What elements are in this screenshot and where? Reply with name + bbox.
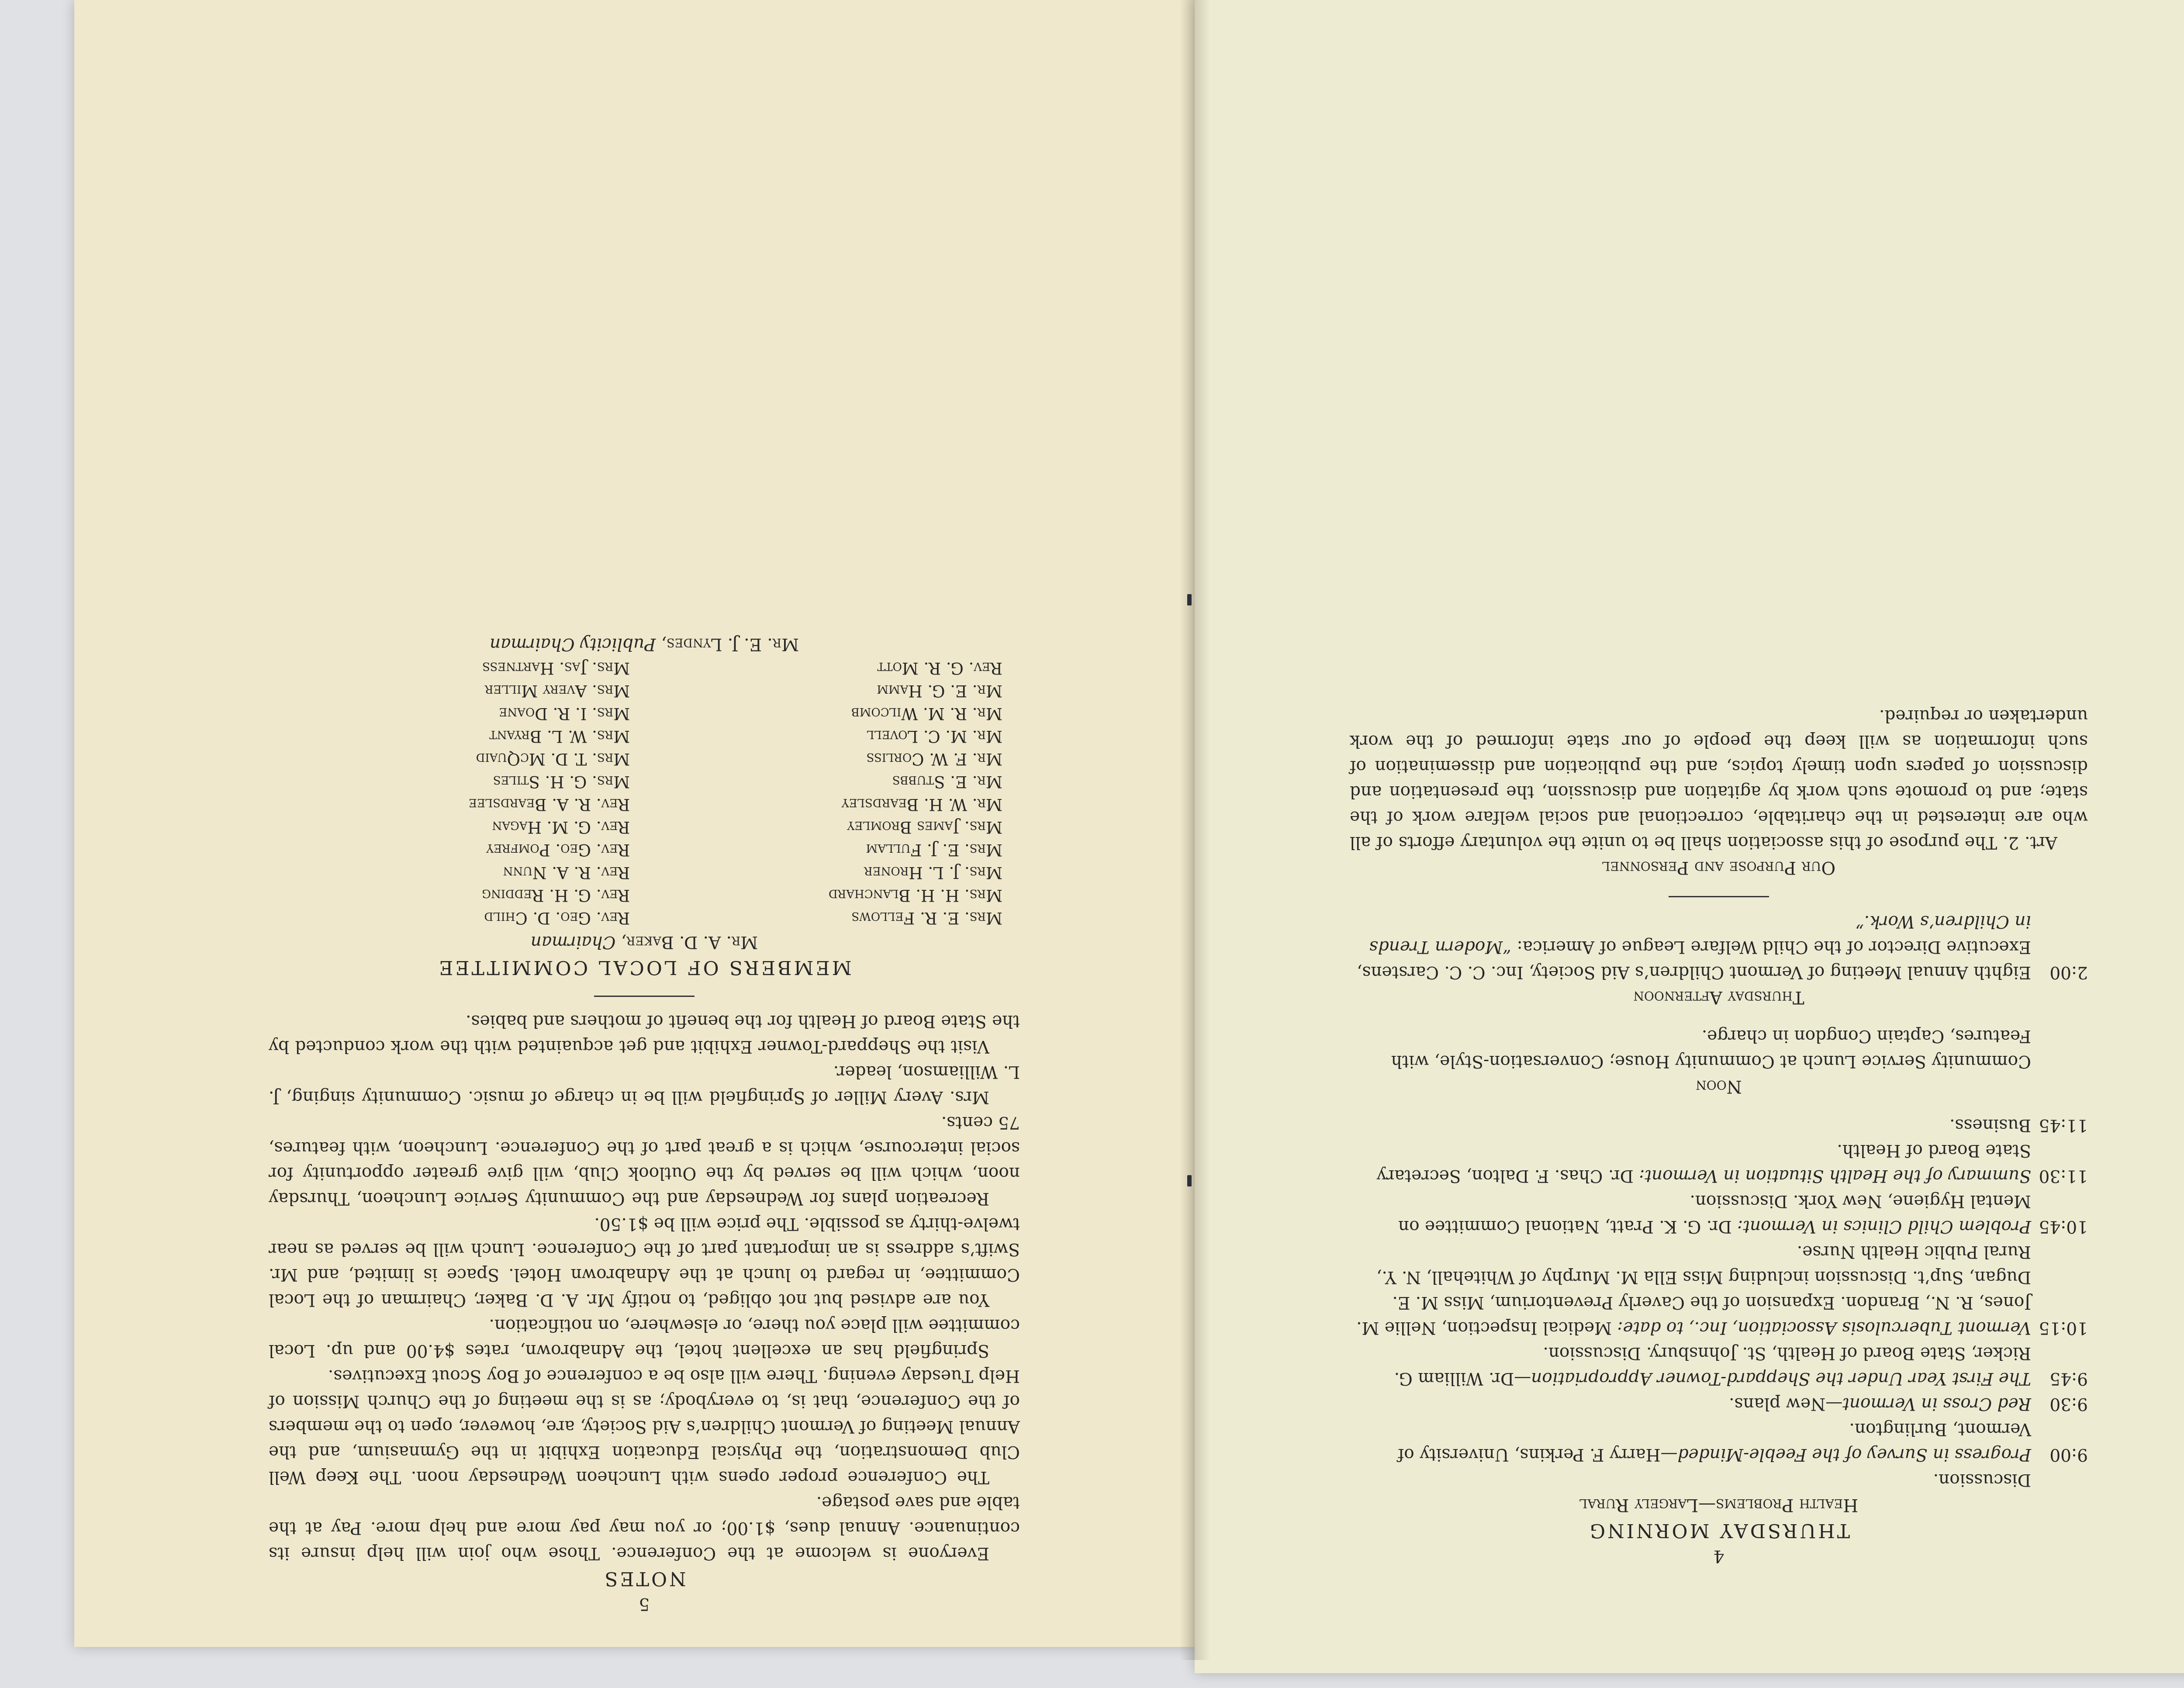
member-name: Mrs. I. R. Doane [499,704,630,723]
member-name: Mrs. E. J. Fullam [866,841,1002,859]
left-page-text [269,79,1020,1616]
program-entry [1350,1138,2088,1188]
committee-title: MEMBERS OF LOCAL COMMITTEE [437,956,852,979]
notes-paragraph: Mrs. Avery Miller of Springfield will be in charge of music. Community singing, J. L. Williamson, leader. [269,1062,1020,1107]
afternoon-title: Thursday Afternoon [1633,987,1804,1007]
member-name: Rev. Geo. Pomfrey [486,841,630,859]
publicity-name: Mr. E. J. Lyndes, [661,634,799,654]
member-name: Rev. R. A. Beardslee [469,795,630,814]
program-entry [1350,1112,2088,1138]
entry-title: Red Cross in Vermont [1842,1394,2031,1414]
entry-text: Dr. G. K. Pratt, National Committee on Mental Hygiene, New York. Discussion. [1398,1191,2031,1236]
entry-title: Problem Child Clinics in Vermont: [1737,1217,2031,1236]
binding-gutter [1179,0,1210,1660]
chairman-role: Chairman [530,932,616,952]
entry-time: 11:45 [2039,1115,2088,1135]
member-name: Mrs. James Bromley [847,818,1002,837]
member-name: Mr. F. W. Corliss [866,750,1002,768]
notes-paragraph: Recreation plans for Wednesday and the Community Service Luncheon, Thursday noon, which will be served by the Outlook Club, will give greater opportunity for social intercourse, which is a great part of the Conference. Luncheon, with features, 75 cents. [269,1113,1020,1208]
member-name: Mrs. Jas. Hartness [482,659,630,678]
program-entry [1350,1239,2088,1340]
member-name: Rev. Geo. D. Child [484,909,630,927]
entry-title: “Modern Trends in Children’s Work.” [1369,912,2031,957]
members-column [659,657,1002,929]
member-name: Rev. R. A. Nunn [503,863,630,882]
notes-paragraph: Springfield has an excellent hotel, the Adnabrown, rates $4.00 and up. Local committee will place you there, or elsewhere, on notification. [269,1315,1020,1360]
member-name: Rev. G. R. Mott [877,659,1002,678]
member-name: Mr. R. M. Wilcomb [851,704,1002,723]
member-name: Rev. G. H. Redding [482,886,630,905]
staple-mark [1187,594,1192,605]
program-entry [1350,1391,2088,1416]
chairman-name: Mr. A. D. Baker, [621,932,758,952]
divider-rule [1669,896,1769,897]
entry-text: Business. [1949,1115,2031,1135]
member-name: Rev. G. M. Hagan [492,818,630,837]
noon-text: Community Service Lunch at Community House; Conversation-Style, with Features, Captain Congdon in charge. [1391,1026,2031,1071]
entry-time: 10:45 [2039,1217,2088,1236]
committee-chairman [269,929,1020,955]
publicity-role: Publicity Chairman [489,634,656,654]
program-entry [1350,1188,2088,1239]
publicity-chairman [269,631,1020,657]
member-name: Mrs. T. D. McQuaid [476,750,630,768]
entry-text: Eighth Annual Meeting of Vermont Children’s Aid Society, Inc. C. C. Carstens, Executive Director of the Child Welfare League of America: [1357,937,2031,982]
entry-text: Medical Inspection, Nellie M. Jones, R. N., Brandon. Expansion of the Caverly Preventorium, Miss M. E. Dugan, Sup’t. Discussion including Miss Ella M. Murphy of Whitehall, N. Y., Rural Public Health Nurse. [1356,1242,2031,1338]
member-name: Mr. E. G. Hamm [877,681,1002,700]
entry-text: —Harry F. Perkins, University of Vermont, Burlington. [1397,1419,2031,1464]
entry-time: 11:30 [2039,1166,2088,1186]
member-name: Mr. M. C. Lovell [867,727,1002,746]
members-list [269,657,1020,929]
right-page-text [1350,188,2088,1568]
entry-title: Summary of the Health Situation in Vermont: [1639,1166,2031,1186]
morning-subtitle: Health Problems—Largely Rural [1579,1495,1859,1515]
entry-title: Progress in Survey of the Feeble-Minded [1677,1445,2031,1464]
member-name: Mrs. Avery Miller [484,681,630,700]
entry-time: 9:30 [2049,1394,2088,1414]
entry-text: Dr. Chas. F. Dalton, Secretary State Board of Health. [1376,1141,2031,1186]
member-name: Mrs. H. H. Blanchard [828,886,1002,905]
entry-time: 2:00 [2049,962,2088,982]
entry-time: 9:00 [2049,1445,2088,1464]
members-column [286,657,630,929]
entry-time: 10:15 [2039,1318,2088,1338]
member-name: Mrs. W. L. Bryant [489,727,630,746]
entry-title: Vermont Tuberculosis Association, Inc., to date: [1617,1318,2031,1338]
member-name: Mr. W. H. Beardsley [841,795,1002,814]
entry-text: —New plans. [1729,1394,1843,1414]
noon-title: Noon [1696,1076,1742,1097]
member-name: Mrs. J. L. Hroner [864,863,1002,882]
program-entry [1350,1416,2088,1467]
staple-mark [1187,1175,1192,1186]
entry-title: The First Year Under the Sheppard-Towner Appropriation [1531,1369,2031,1388]
notes-paragraph: The Conference proper opens with Luncheon Wednesday noon. The Keep Well Club Demonstration, the Physical Education Exhibit in the Gymnasium, and the Annual Meeting of Vermont Children’s Aid Society, are, however, open to the members of the Conference, that is, to everybody; as is the meeting of the Church Mission of Help Tuesday evening. There will also be a conference of Boy Scout Executives. [269,1366,1020,1487]
program-entry [1350,1340,2088,1391]
purpose-title: Our Purpose and Personnel [1602,858,1836,878]
divider-rule [594,996,695,997]
purpose-text: Art. 2. The purpose of this association shall be to unite the voluntary efforts of all who are interested in the charitable, correctional and social welfare work of the state; and to promote such work by agitation and discussion, the presentation and discussion of papers upon timely topics, and the publication and dissemination of such information as will keep the people of our state informed of the work undertaken or required. [1350,706,2088,852]
notes-paragraph: You are advised but not obliged, to notify Mr. A. D. Baker, Chairman of the Local Committee, in regard to lunch at the Adnabrown Hotel. Space is limited, and Mr. Swift’s address is an important part of the Conference. Lunch will be served as near twelve-thirty as possible. The price will be $1.50. [269,1214,1020,1310]
entry-text: —Dr. William G. Ricker, State Board of Health, St. Johnsbury. Discussion. [1394,1343,2031,1388]
page-number: 4 [1713,1546,1724,1566]
page-number: 5 [639,1594,650,1614]
notes-title: NOTES [602,1567,686,1590]
program-entry [1350,909,2088,985]
member-name: Mrs. E. R. Fellows [851,909,1002,927]
notes-paragraph: Visit the Sheppard-Towner Exhibit and get acquainted with the work conducted by the State Board of Health for the benefit of mothers and babies. [269,1011,1020,1056]
entry-time: 9:45 [2049,1369,2088,1388]
notes-paragraph: Everyone is welcome at the Conference. Those who join will help insure its continuance. Annual dues, $1.00; or you may pay more and help more. Pay at the table and save postage. [269,1493,1020,1563]
morning-intro: Discussion. [1933,1470,2031,1490]
member-name: Mr. E. Stubbs [892,772,1002,791]
member-name: Mrs. G. H. Stiles [493,772,630,791]
morning-title: THURSDAY MORNING [1587,1519,1850,1542]
